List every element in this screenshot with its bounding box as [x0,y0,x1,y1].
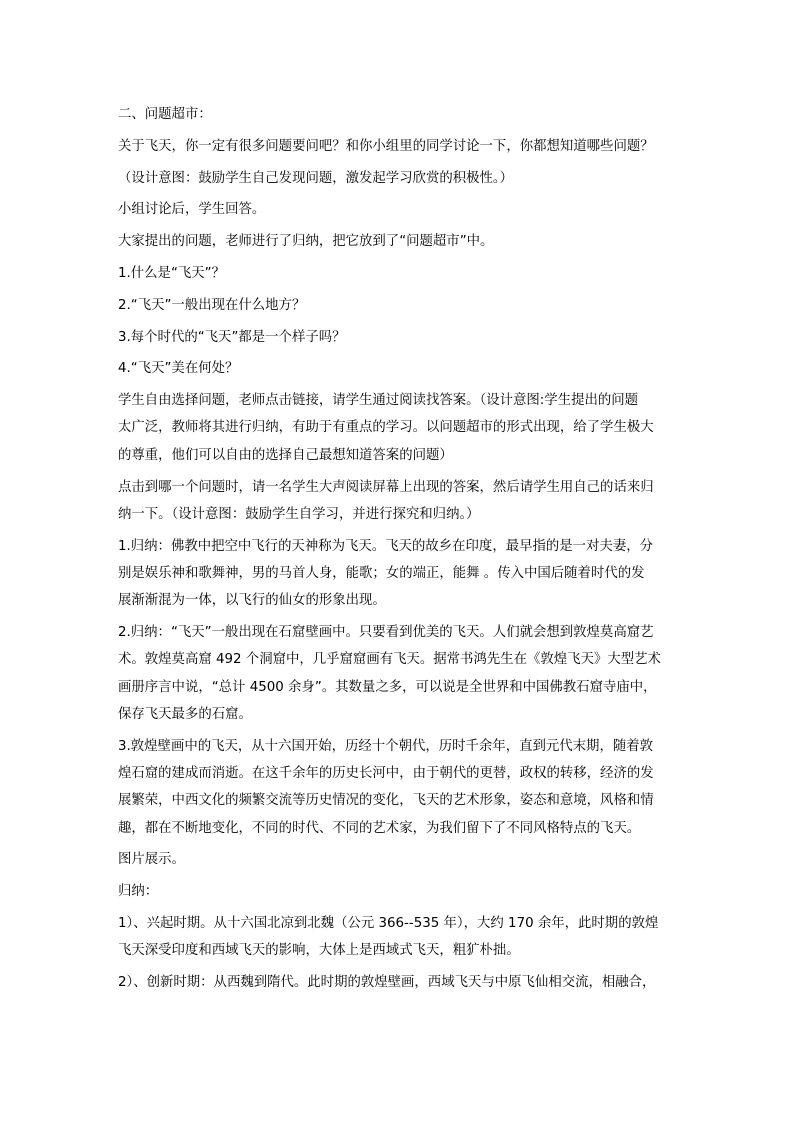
text-line: 归纳： [118,884,159,900]
document-body [118,101,678,996]
paragraph [118,292,678,319]
paragraph [118,846,678,873]
paragraph [118,260,678,287]
text-line: 飞天深受印度和西域飞天的影响，大体上是西域式飞天，粗犷朴拙。 [118,943,520,959]
text-line: 太广泛，教师将其进行归纳，有助于有重点的学习。以问题超市的形式出现，给了学生极大 [118,420,654,436]
paragraph [118,533,678,615]
text-line: 2.归纳：“飞天”一般出现在石窟壁画中。只要看到优美的飞天。人们就会想到敦煌莫高窟艺 [118,625,654,641]
text-line: 点击到哪一个问题时，请一名学生大声阅读屏幕上出现的答案，然后请学生用自己的话来归 [118,479,654,495]
text-line: 3.每个时代的“飞天”都是一个样子吗？ [118,329,346,345]
text-line: 二、问题超市： [118,107,212,122]
text-line: 小组讨论后，学生回答。 [118,202,266,218]
text-line: 的尊重，他们可以自由的选择自己最想知道答案的问题） [118,447,453,463]
text-line: 1.归纳：佛教中把空中飞行的天神称为飞天。飞天的故乡在印度，最早指的是一对夫妻，分 [118,538,654,554]
paragraph [118,387,678,469]
text-line: 图片展示。 [118,852,185,868]
paragraph [118,101,678,128]
text-line: 趣，都在不断地变化，不同的时代、不同的艺术家，为我们留下了不同风格特点的飞天。 [118,820,641,836]
text-line: 纳一下。（设计意图：鼓励学生自学习，并进行探究和归纳。） [118,506,480,522]
text-line: （设计意图：鼓励学生自己发现问题，激发起学习欣赏的积极性。） [118,170,514,186]
text-line: 展繁荣，中西文化的频繁交流等历史情况的变化，飞天的艺术形象，姿态和意境，风格和情 [118,793,654,809]
paragraph [118,733,678,842]
text-line: 术。敦煌莫高窟 492 个洞窟中，几乎窟窟画有飞天。据常书鸿先生在《敦煌飞天》大型艺术 [118,652,661,668]
text-line: 1）、兴起时期。从十六国北凉到北魏（公元 366--535 年），大约 170 余年，此时期的敦煌 [118,916,659,932]
paragraph [118,355,678,382]
text-line: 画册序言中说，“总计 4500 余身”。其数量之多，可以说是全世界和中国佛教石窟寺庙中， [118,679,657,695]
text-line: 煌石窟的建成而消逝。在这千余年的历史长河中，由于朝代的更替，政权的转移，经济的发 [118,766,654,782]
text-line: 1.什么是“飞天”？ [118,265,225,281]
paragraph [118,324,678,351]
paragraph [118,910,678,965]
paragraph [118,878,678,905]
text-line: 展渐渐混为一体，以飞行的仙女的形象出现。 [118,593,386,609]
paragraph [118,196,678,223]
paragraph [118,133,678,160]
text-line: 3.敦煌壁画中的飞天，从十六国开始，历经十个朝代，历时千余年，直到元代末期，随着敦 [118,738,654,754]
text-line: 2）、创新时期：从西魏到隋代。此时期的敦煌壁画，西域飞天与中原飞仙相交流，相融合， [118,975,656,991]
paragraph [118,969,678,996]
text-line: 别是娱乐神和歌舞神，男的马首人身，能歌；女的端正，能舞 。传入中国后随着时代的发 [118,565,645,581]
text-line: 4.“飞天”美在何处？ [118,361,239,377]
paragraph [118,165,678,192]
text-line: 保存飞天最多的石窟。 [118,706,252,722]
paragraph [118,228,678,255]
text-line: 学生自由选择问题，老师点击链接，请学生通过阅读找答案。（设计意图:学生提出的问题 [118,393,639,409]
text-line: 2.“飞天”一般出现在什么地方？ [118,297,306,313]
paragraph [118,619,678,728]
text-line: 关于飞天，你一定有很多问题要问吧？和你小组里的同学讨论一下，你都想知道哪些问题？ [118,138,654,154]
text-line: 大家提出的问题，老师进行了归纳，把它放到了“问题超市”中。 [118,234,494,250]
paragraph [118,474,678,529]
